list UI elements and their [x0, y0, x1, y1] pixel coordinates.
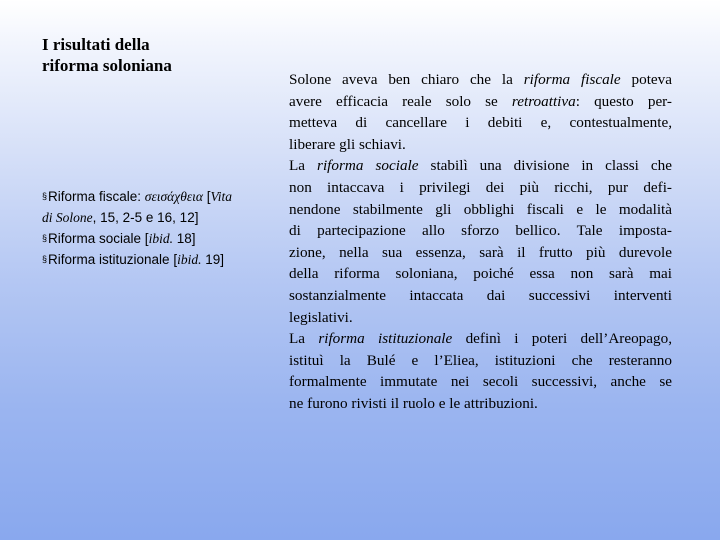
note-institutional-rest: 19]	[201, 252, 224, 267]
italic-term: riforma sociale	[317, 157, 419, 175]
title-line-2: riforma soloniana	[42, 56, 172, 75]
text-run: Solone aveva ben chiaro che la	[289, 71, 524, 88]
slide-title	[42, 34, 242, 76]
note-fiscal-vita: Vita	[210, 189, 233, 204]
text-run: poteva	[620, 71, 673, 88]
note-fiscal-greek: σεισάχθεια	[144, 189, 203, 204]
italic-term: riforma fiscale	[523, 71, 621, 88]
main-text	[289, 69, 672, 415]
text-line	[289, 69, 672, 91]
bullet-icon: §	[42, 191, 48, 201]
text-line: metteva di cancellare i debiti e, contestualmente,	[289, 114, 672, 132]
text-line: nendone stabilmente gli obblighi fiscali e le modalità	[289, 200, 672, 218]
note-fiscal-open: [	[203, 189, 211, 204]
note-fiscal-cont	[42, 207, 274, 228]
note-institutional	[42, 249, 274, 270]
text-line	[289, 91, 672, 113]
note-social	[42, 228, 274, 249]
text-line: zione, nella sua essenza, sarà il frutto più durevole	[289, 243, 672, 261]
note-institutional-label: Riforma istituzionale [	[48, 252, 178, 267]
note-social-rest: 18]	[172, 231, 196, 246]
text-line: ne furono rivisti il ruolo e le attribuzioni.	[289, 394, 538, 412]
text-run: La	[289, 157, 318, 175]
italic-term: retroattiva	[511, 92, 576, 110]
note-fiscal-di-solone: di Solone	[42, 210, 93, 225]
text-line: sostanzialmente intaccata dai successivi interventi	[289, 286, 672, 304]
note-institutional-ibid: ibid.	[177, 252, 202, 267]
text-line: liberare gli schiavi.	[289, 135, 406, 153]
bullet-icon: §	[42, 233, 48, 243]
text-line: di partecipazione allo sforzo bellico. Tale imposta-	[289, 222, 672, 240]
note-fiscal	[42, 186, 274, 207]
title-line-1: I risultati della	[42, 35, 150, 54]
text-line: formalmente immutate nei secoli successivi, anche se	[289, 373, 672, 391]
references-list	[42, 186, 274, 270]
note-fiscal-rest: , 15, 2-5 e 16, 12]	[92, 210, 199, 225]
note-fiscal-label: Riforma fiscale:	[48, 189, 145, 204]
text-line: legislativi.	[289, 308, 353, 326]
text-line	[289, 155, 672, 177]
italic-term: riforma istituzionale	[318, 330, 453, 348]
text-run: : questo per-	[575, 92, 672, 110]
text-line: della riforma soloniana, poiché essa non sarà mai	[289, 265, 672, 283]
text-run: avere efficacia reale solo se	[289, 92, 512, 110]
text-run: stabilì una divisione in classi che	[418, 157, 673, 175]
text-run: definì i poteri dell’Areopago,	[452, 330, 672, 348]
text-line	[289, 328, 672, 350]
note-social-label: Riforma sociale [	[48, 231, 149, 246]
bullet-icon: §	[42, 254, 48, 264]
text-run: La	[289, 330, 319, 348]
text-line: istituì la Bulé e l’Eliea, istituzioni che resteranno	[289, 351, 672, 369]
note-social-ibid: ibid.	[148, 231, 173, 246]
text-line: non intaccava i privilegi dei più ricchi, pur defi-	[289, 178, 672, 196]
